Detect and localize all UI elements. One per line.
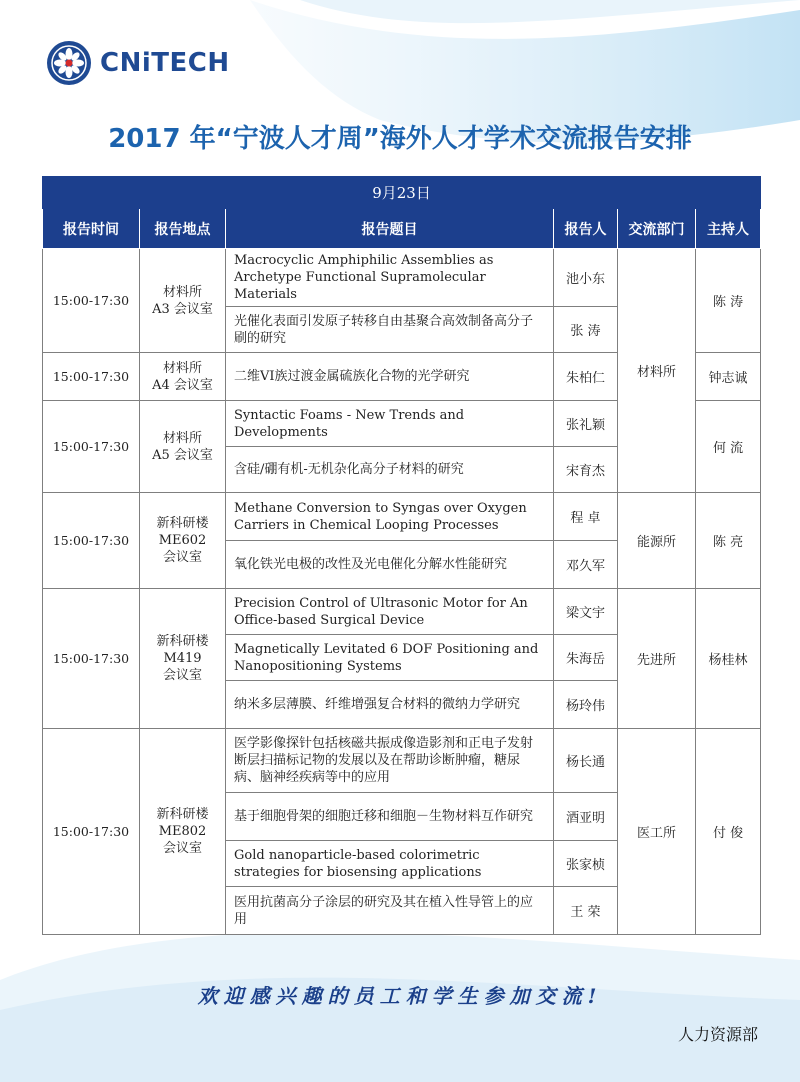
host-cell: 何 流 xyxy=(696,401,761,493)
time-cell: 15:00-17:30 xyxy=(43,353,140,401)
column-header-time: 报告时间 xyxy=(43,209,140,249)
speaker-cell: 王 荣 xyxy=(554,887,618,935)
place-cell xyxy=(140,249,226,353)
host-cell: 钟志诚 xyxy=(696,353,761,401)
topic-cell: Syntactic Foams - New Trends and Developments xyxy=(226,401,554,447)
topic-cell: Gold nanoparticle-based colorimetric strategies for biosensing applications xyxy=(226,841,554,887)
topic-cell: Magnetically Levitated 6 DOF Positioning and Nanopositioning Systems xyxy=(226,635,554,681)
host-cell: 付 俊 xyxy=(696,729,761,935)
column-header-host: 主持人 xyxy=(696,209,761,249)
topic-cell: 二维VI族过渡金属硫族化合物的光学研究 xyxy=(226,353,554,401)
host-cell: 陈 涛 xyxy=(696,249,761,353)
date-header: 9月23日 xyxy=(43,177,761,209)
place-cell xyxy=(140,401,226,493)
place-text: 材料所 A4 会议室 xyxy=(152,360,213,393)
time-cell: 15:00-17:30 xyxy=(43,589,140,729)
footer-department: 人力资源部 xyxy=(677,1025,758,1044)
topic-cell: 基于细胞骨架的细胞迁移和细胞－生物材料互作研究 xyxy=(226,793,554,841)
speaker-cell: 邓久军 xyxy=(554,541,618,589)
host-cell: 杨桂林 xyxy=(696,589,761,729)
speaker-cell: 宋育杰 xyxy=(554,447,618,493)
speaker-cell: 池小东 xyxy=(554,249,618,307)
date-row xyxy=(43,177,761,209)
speaker-cell: 张 涛 xyxy=(554,307,618,353)
dept-cell: 先进所 xyxy=(618,589,696,729)
time-cell: 15:00-17:30 xyxy=(43,249,140,353)
logo xyxy=(46,40,230,86)
speaker-cell: 杨长通 xyxy=(554,729,618,793)
time-cell: 15:00-17:30 xyxy=(43,493,140,589)
speaker-cell: 杨玲伟 xyxy=(554,681,618,729)
place-text: 新科研楼 ME602 会议室 xyxy=(156,516,209,565)
place-cell xyxy=(140,589,226,729)
topic-cell: 光催化表面引发原子转移自由基聚合高效制备高分子刷的研究 xyxy=(226,307,554,353)
column-header-dept: 交流部门 xyxy=(618,209,696,249)
time-cell: 15:00-17:30 xyxy=(43,401,140,493)
dept-cell: 能源所 xyxy=(618,493,696,589)
speaker-cell: 朱柏仁 xyxy=(554,353,618,401)
table-row xyxy=(43,493,761,541)
place-cell xyxy=(140,353,226,401)
logo-text: CNiTECH xyxy=(100,48,230,78)
topic-cell: Macrocyclic Amphiphilic Assemblies as Archetype Functional Supramolecular Materials xyxy=(226,249,554,307)
host-cell: 陈 亮 xyxy=(696,493,761,589)
column-header-place: 报告地点 xyxy=(140,209,226,249)
speaker-cell: 张家桢 xyxy=(554,841,618,887)
column-header-speaker: 报告人 xyxy=(554,209,618,249)
place-text: 材料所 A5 会议室 xyxy=(152,430,213,463)
topic-cell: Precision Control of Ultrasonic Motor for An Office-based Surgical Device xyxy=(226,589,554,635)
cas-flower-logo-icon xyxy=(46,40,92,86)
speaker-cell: 张礼颖 xyxy=(554,401,618,447)
place-cell xyxy=(140,729,226,935)
dept-cell: 医工所 xyxy=(618,729,696,935)
topic-cell: 医学影像探针包括核磁共振成像造影剂和正电子发射断层扫描标记物的发展以及在帮助诊断肿瘤，糖尿病、脑神经疾病等中的应用 xyxy=(226,729,554,793)
place-text: 新科研楼 ME802 会议室 xyxy=(156,807,209,856)
topic-cell: 医用抗菌高分子涂层的研究及其在植入性导管上的应用 xyxy=(226,887,554,935)
topic-cell: Methane Conversion to Syngas over Oxygen Carriers in Chemical Looping Processes xyxy=(226,493,554,541)
speaker-cell: 酒亚明 xyxy=(554,793,618,841)
place-text: 新科研楼 M419 会议室 xyxy=(156,634,209,683)
speaker-cell: 梁文宇 xyxy=(554,589,618,635)
place-cell xyxy=(140,493,226,589)
column-header-topic: 报告题目 xyxy=(226,209,554,249)
topic-cell: 含硅/硼有机-无机杂化高分子材料的研究 xyxy=(226,447,554,493)
topic-cell: 氧化铁光电极的改性及光电催化分解水性能研究 xyxy=(226,541,554,589)
schedule-table xyxy=(42,176,761,935)
table-row xyxy=(43,729,761,793)
table-row xyxy=(43,589,761,635)
dept-cell: 材料所 xyxy=(618,249,696,493)
page-title: 2017 年“宁波人才周”海外人才学术交流报告安排 xyxy=(108,124,692,154)
speaker-cell: 程 卓 xyxy=(554,493,618,541)
topic-cell: 纳米多层薄膜、纤维增强复合材料的微纳力学研究 xyxy=(226,681,554,729)
time-cell: 15:00-17:30 xyxy=(43,729,140,935)
column-header-row xyxy=(43,209,761,249)
place-text: 材料所 A3 会议室 xyxy=(152,284,213,317)
speaker-cell: 朱海岳 xyxy=(554,635,618,681)
table-row xyxy=(43,249,761,307)
welcome-message: 欢迎感兴趣的员工和学生参加交流! xyxy=(197,984,603,1008)
